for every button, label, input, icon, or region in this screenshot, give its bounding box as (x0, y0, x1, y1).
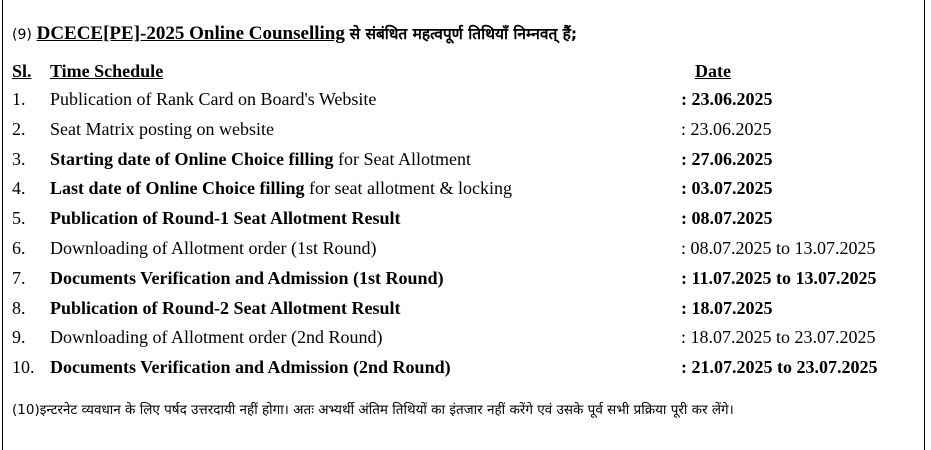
row-serial-number: 4. (12, 178, 26, 199)
row-date: : 18.07.2025 (681, 297, 773, 318)
row-date: : 08.07.2025 (681, 208, 773, 229)
row-description-text: for Seat Allotment (333, 148, 471, 169)
row-serial-number: 9. (12, 327, 26, 348)
row-description-text: Seat Matrix posting on website (50, 118, 274, 139)
row-serial-number: 2. (12, 118, 26, 139)
column-header-sl: Sl. (12, 61, 32, 81)
row-description-bold: Publication of Round-2 Seat Allotment Result (50, 297, 401, 318)
table-row (0, 298, 931, 328)
note-text: इन्टरनेट व्यवधान के लिए पर्षद उत्तरदायी नहीं होगा। अतः अभ्यर्थी अंतिम तिथियों का इंतजार नहीं करेंगे एवं उसके पूर्व सभी प्रक्रिया पूरी कर लेंगे। (39, 402, 734, 418)
row-description-text: Downloading of Allotment order (1st Round) (50, 238, 377, 258)
row-description (50, 208, 401, 229)
row-serial-number: 8. (12, 297, 26, 318)
row-date: : 21.07.2025 to 23.07.2025 (681, 357, 878, 378)
row-description-bold: Documents Verification and Admission (2nd Round) (50, 357, 451, 378)
row-description-text: Publication of Rank Card on Board's Website (50, 89, 377, 109)
section-heading (12, 22, 577, 45)
note-paragraph (12, 398, 907, 422)
row-description-text: Downloading of Allotment order (2nd Round) (50, 327, 383, 348)
column-header-date: Date (695, 61, 731, 81)
row-description (50, 357, 451, 378)
row-date: : 11.07.2025 to 13.07.2025 (681, 267, 877, 288)
row-description (50, 268, 444, 289)
note-number: (10) (12, 402, 40, 418)
table-row (0, 119, 931, 149)
row-description (50, 238, 376, 259)
row-date: : 03.07.2025 (681, 178, 773, 199)
table-row (0, 357, 931, 387)
row-description (50, 89, 376, 110)
table-row (0, 268, 931, 298)
row-date: : 27.06.2025 (681, 148, 773, 169)
row-description-text: for seat allotment & locking (304, 178, 512, 199)
table-row (0, 238, 931, 268)
row-description (50, 298, 401, 319)
row-serial-number: 7. (12, 267, 26, 288)
heading-title: DCECE[PE]-2025 Online Counselling (36, 23, 345, 44)
table-row (0, 89, 931, 119)
section-number: (9) (12, 27, 32, 43)
table-row (0, 208, 931, 238)
table-row (0, 149, 931, 179)
row-date: : 23.06.2025 (681, 118, 772, 139)
row-serial-number: 6. (12, 238, 26, 258)
row-serial-number: 1. (12, 89, 26, 109)
row-serial-number: 5. (12, 208, 26, 229)
row-date: : 23.06.2025 (681, 89, 773, 109)
table-row (0, 327, 931, 357)
row-description (50, 178, 512, 199)
row-description-bold: Last date of Online Choice filling (50, 178, 305, 199)
column-header-time-schedule: Time Schedule (50, 61, 164, 81)
row-description (50, 149, 471, 170)
row-description-bold: Publication of Round-1 Seat Allotment Result (50, 208, 401, 229)
table-row (0, 178, 931, 208)
row-serial-number: 10. (12, 357, 35, 378)
row-description-bold: Starting date of Online Choice filling (50, 148, 334, 169)
row-date: : 18.07.2025 to 23.07.2025 (681, 327, 876, 348)
row-date: : 08.07.2025 to 13.07.2025 (681, 238, 876, 258)
heading-hindi-text: से संबंधित महत्वपूर्ण तिथियाँ निम्नवत् हैं; (349, 25, 578, 43)
row-description (50, 119, 274, 140)
row-description-bold: Documents Verification and Admission (1st Round) (50, 267, 444, 288)
row-description (50, 327, 382, 348)
row-serial-number: 3. (12, 148, 26, 169)
